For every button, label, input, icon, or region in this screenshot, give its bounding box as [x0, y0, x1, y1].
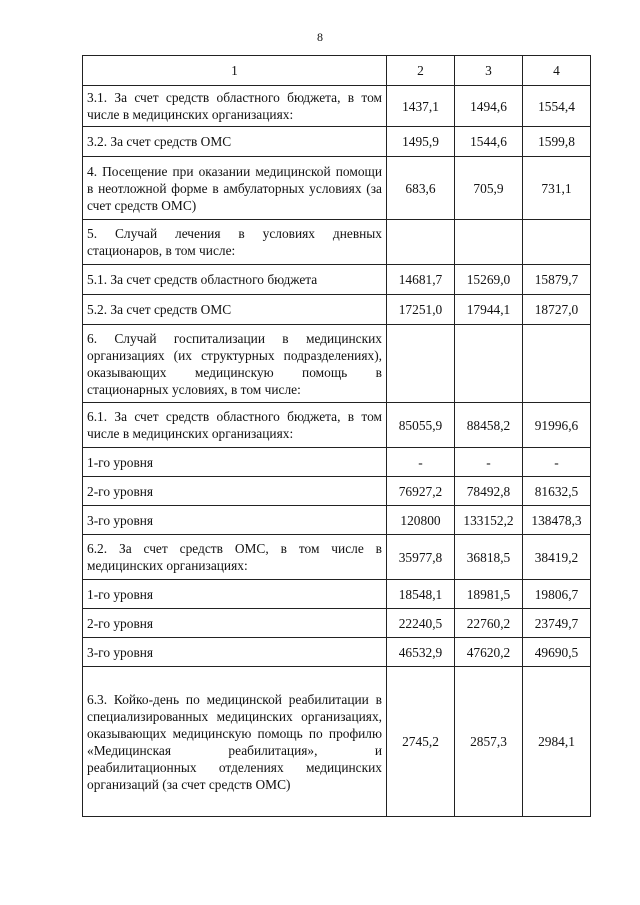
cell-value: 18981,5 — [455, 580, 523, 609]
cell-value: - — [387, 448, 455, 477]
table-row — [83, 448, 591, 477]
cell-value: 1554,4 — [523, 86, 591, 127]
page-number: 8 — [317, 30, 323, 44]
table-row — [83, 609, 591, 638]
cell-value: 23749,7 — [523, 609, 591, 638]
cell-value: 91996,6 — [523, 403, 591, 448]
cell-value: 705,9 — [455, 157, 523, 220]
row-label: 4. Посещение при оказании медицинской помощи в неотложной форме в амбулаторных условиях (за счет средств ОМС) — [83, 157, 387, 220]
cell-value: 18548,1 — [387, 580, 455, 609]
row-label: 3.2. За счет средств ОМС — [83, 127, 387, 157]
cell-value: 2984,1 — [523, 667, 591, 817]
cell-value: 2745,2 — [387, 667, 455, 817]
row-label: 5.2. За счет средств ОМС — [83, 295, 387, 325]
cell-value: 76927,2 — [387, 477, 455, 506]
column-header: 4 — [523, 56, 591, 86]
table-header-row — [83, 56, 591, 86]
table-row — [83, 265, 591, 295]
table-row — [83, 295, 591, 325]
cell-value: 1599,8 — [523, 127, 591, 157]
cell-value: 2857,3 — [455, 667, 523, 817]
cell-value: 85055,9 — [387, 403, 455, 448]
table-row — [83, 638, 591, 667]
table-row — [83, 157, 591, 220]
column-header: 1 — [83, 56, 387, 86]
cell-value: 47620,2 — [455, 638, 523, 667]
cell-value: 683,6 — [387, 157, 455, 220]
row-label: 2-го уровня — [83, 477, 387, 506]
row-label: 3.1. За счет средств областного бюджета, в том числе в медицинских организациях: — [83, 86, 387, 127]
row-label: 1-го уровня — [83, 580, 387, 609]
column-header: 2 — [387, 56, 455, 86]
cell-value: 22760,2 — [455, 609, 523, 638]
cell-value: 36818,5 — [455, 535, 523, 580]
table-row — [83, 580, 591, 609]
cell-value — [455, 325, 523, 403]
table-row — [83, 325, 591, 403]
table-row — [83, 506, 591, 535]
cell-value: 1544,6 — [455, 127, 523, 157]
cell-value: 120800 — [387, 506, 455, 535]
cell-value: 38419,2 — [523, 535, 591, 580]
row-label: 6.1. За счет средств областного бюджета, в том числе в медицинских организациях: — [83, 403, 387, 448]
row-label: 6. Случай госпитализации в медицинских организациях (их структурных подразделениях), оказывающих медицинскую помощь в стационарных условиях, в том числе: — [83, 325, 387, 403]
row-label: 3-го уровня — [83, 638, 387, 667]
cell-value: 1437,1 — [387, 86, 455, 127]
table-row — [83, 477, 591, 506]
table-row — [83, 86, 591, 127]
cell-value: 17251,0 — [387, 295, 455, 325]
cell-value: 49690,5 — [523, 638, 591, 667]
row-label: 5. Случай лечения в условиях дневных стационаров, в том числе: — [83, 220, 387, 265]
cell-value: 78492,8 — [455, 477, 523, 506]
cell-value: 15879,7 — [523, 265, 591, 295]
row-label: 2-го уровня — [83, 609, 387, 638]
cell-value: 88458,2 — [455, 403, 523, 448]
cell-value: 22240,5 — [387, 609, 455, 638]
table-row — [83, 127, 591, 157]
cell-value: 133152,2 — [455, 506, 523, 535]
cell-value — [523, 325, 591, 403]
cell-value: 15269,0 — [455, 265, 523, 295]
cell-value: 731,1 — [523, 157, 591, 220]
row-label: 5.1. За счет средств областного бюджета — [83, 265, 387, 295]
cell-value: 14681,7 — [387, 265, 455, 295]
cell-value: 35977,8 — [387, 535, 455, 580]
cell-value: 1494,6 — [455, 86, 523, 127]
row-label: 6.2. За счет средств ОМС, в том числе в медицинских организациях: — [83, 535, 387, 580]
cell-value: 18727,0 — [523, 295, 591, 325]
table-row — [83, 220, 591, 265]
column-header: 3 — [455, 56, 523, 86]
cell-value — [387, 325, 455, 403]
table-row — [83, 535, 591, 580]
cell-value: 138478,3 — [523, 506, 591, 535]
cell-value: 81632,5 — [523, 477, 591, 506]
table-row — [83, 403, 591, 448]
row-label: 1-го уровня — [83, 448, 387, 477]
cell-value: - — [455, 448, 523, 477]
row-label: 6.3. Койко-день по медицинской реабилитации в специализированных медицинских организациях, оказывающих медицинскую помощь по профилю «Медицинская реабилитация», и реабилитационных отделениях медицинских организаций (за счет средств ОМС) — [83, 667, 387, 817]
cell-value — [455, 220, 523, 265]
cell-value — [387, 220, 455, 265]
cell-value: 19806,7 — [523, 580, 591, 609]
data-table — [82, 55, 591, 817]
cell-value: 1495,9 — [387, 127, 455, 157]
cell-value — [523, 220, 591, 265]
row-label: 3-го уровня — [83, 506, 387, 535]
cell-value: 17944,1 — [455, 295, 523, 325]
cell-value: - — [523, 448, 591, 477]
table-row — [83, 667, 591, 817]
cell-value: 46532,9 — [387, 638, 455, 667]
